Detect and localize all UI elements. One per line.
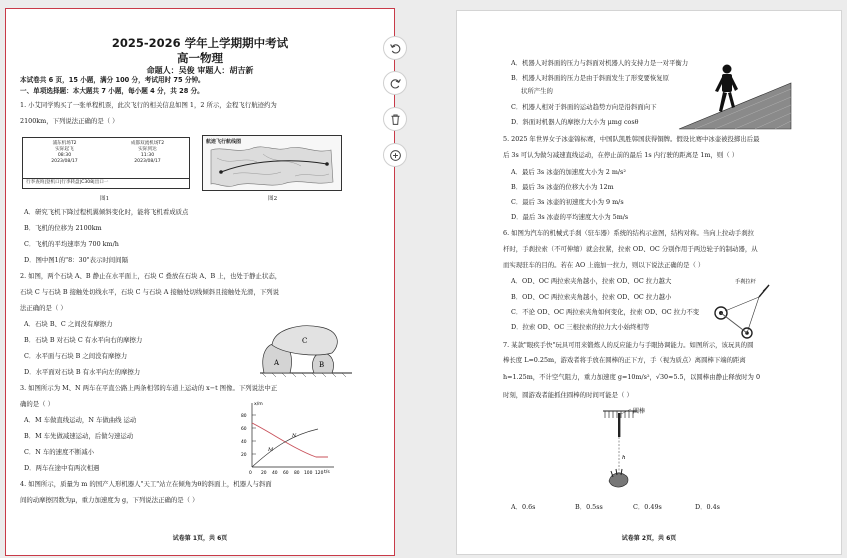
question-7-option-a[interactable]: A．0.6s [511,503,536,511]
question-3-option-a[interactable]: A．M 车做直线运动，N 车做曲线 运动 [24,416,137,424]
map-title: 航迹飞行航线图 [206,139,242,145]
graph-y-tick-40: 40 [241,440,247,445]
question-5-option-d[interactable]: D．最后 3s 冰壶的平均速度大小为 5m/s [511,213,629,221]
robot-slope-figure [675,59,795,133]
ticket-to-date: 2023/08/17 [134,159,161,164]
h-label: h [622,455,626,461]
graph-x-tick-40: 40 [272,471,278,475]
rotate-left-icon [389,42,402,55]
question-3-option-b[interactable]: B．M 车先做减速运动，后做匀速运动 [24,432,134,440]
rotate-right-icon [389,77,402,90]
graph-x-tick-80: 80 [294,471,300,475]
question-7-stem-4: 时刻，圆游戏者能抓住圆棒的时间可能是（ ） [503,391,633,399]
plus-circle-icon [389,149,402,162]
question-3-option-c[interactable]: C．N 车的速度不断减小 [24,448,95,456]
page-1-footer: 试卷第 1页，共 6页 [172,535,228,542]
graph-x-tick-100: 100 [304,471,313,475]
graph-y-tick-80: 80 [241,414,247,419]
rotate-right-button[interactable] [383,71,407,95]
question-1-option-c[interactable]: C．飞机的平均速率为 700 km/h [24,240,119,248]
ticket-to-status: 实际到达 [138,147,157,152]
question-7-option-b[interactable]: B．0.5ss [575,503,603,511]
question-6-stem: 6. 如图为汽车的机械式手刹（驻车器）系统的结构示意图，结构对称。当向上拉动手刹拉 [503,229,754,237]
xt-graph-figure [238,399,338,475]
question-4-option-a[interactable]: A．机器人对斜面的压力与斜面对机器人的支持力是一对平衡力 [511,59,689,67]
question-7-stem-3: h=1.25m，不计空气阻力，重力加速度 g=10m/s²，√30≈5.5，以圆棒由静止释放时为 0 [503,373,761,381]
page-2-footer: 试卷第 2页，共 6页 [621,535,677,542]
ticket-to-time: 11:30 [140,153,155,158]
question-7-stem: 7. 某款"眼疾手快"玩具可用来锻炼人的反应能力与手眼协调能力。如图所示，该玩具的圆 [503,341,754,349]
ticket-footer: 行李查询|登机口|行李转盘|C308|出口一 [23,178,189,186]
question-6-option-c[interactable]: C．不论 OD、OC 两拉索夹角如何变化，拉索 OD、OC 拉力不变 [511,308,700,316]
handbrake-label: 手刹拉杆 [735,279,756,285]
question-4-option-c[interactable]: C．机器人相对于斜面的运动趋势方向是沿斜面向下 [511,103,657,111]
question-2-stem-3: 法正确的是（ ） [20,304,67,312]
ticket-from-airport: 浦东机场T2 [52,141,77,146]
question-7-stem-2: 棒长度 L=0.25m，游戏者将手放在圆棒的正下方，手（视为质点）离圆棒下端的距离 [503,356,746,364]
authors: 命题人：吴俊 审题人：胡吉新 [146,66,254,75]
question-1-option-d[interactable]: D．图中图1的"8：30"表示时间间隔 [24,256,128,264]
rotate-left-button[interactable] [383,36,407,60]
question-5-option-c[interactable]: C．最后 3s 冰壶的初速度大小为 9 m/s [511,198,624,206]
rock-label-b: B [319,361,325,369]
graph-y-tick-60: 60 [241,427,247,432]
question-5-option-a[interactable]: A．最后 3s 冰壶的加速度大小为 2 m/s² [511,168,626,176]
graph-x-tick-20: 20 [261,471,267,475]
rod-label: 圆棒 [633,408,646,415]
flight-ticket-figure [22,137,190,189]
rock-label-c: C [302,337,308,345]
question-5-stem: 5. 2025 年世界女子冰壶锦标赛，中国队凯胜韩国获得铜牌。假设比赛中冰壶被投掷出后最 [503,135,760,143]
rock-label-a: A [274,359,280,367]
question-5-stem-2: 后 3s 可认为做匀减速直线运动，在停止前的最后 1s 内行驶的距离是 1m，则（ ） [503,151,739,159]
subject-title: 高一物理 [177,51,223,65]
question-1-stem: 1. 小艾同学购买了一张单程机票，此次飞行的相关信息如图 1，2 所示，金程飞行航迹约为 [20,101,277,109]
question-5-option-b[interactable]: B．最后 3s 冰壶的位移大小为 12m [511,183,614,191]
graph-x-tick-60: 60 [283,471,289,475]
delete-page-button[interactable] [383,107,407,131]
question-1-option-b[interactable]: B．飞机的位移为 2100km [24,224,102,232]
graph-x-tick-120: 120 [315,471,324,475]
question-1-stem-2: 2100km，下列说法正确的是（ ） [20,117,119,125]
exam-title: 2025-2026 学年上学期期中考试 [111,36,289,50]
question-7-option-c[interactable]: C．0.49s [633,503,662,511]
graph-y-tick-20: 20 [241,453,247,458]
map-drawing [203,136,343,192]
ticket-from-time: 08:30 [57,153,72,158]
ticket-from-status: 实际起飞 [55,147,74,152]
graph-x-tick-0: 0 [249,471,252,475]
question-2-stem-2: 石块 C 与石块 B 接触处切线水平，石块 C 与石块 A 接触处切线倾斜且接触处光滑，下列说 [20,288,280,296]
handbrake-figure [707,273,783,339]
question-2-option-c[interactable]: C．水平面与石块 B 之间没有摩擦力 [24,352,128,360]
page-1[interactable] [5,8,395,556]
hand-icon [609,469,628,487]
question-6-stem-3: 而实现驻车的目的。若在 AO 上施加一拉力，则以下说法正确的是（ ） [503,261,705,269]
graph-y-label: x/m [254,402,263,407]
question-6-option-b[interactable]: B．OD、OC 两拉索夹角越小，拉索 OD、OC 拉力越小 [511,293,672,301]
section-heading: 一、单项选择题：本大题共 7 小题，每小题 4 分，共 28 分。 [20,87,204,95]
question-4-stem: 4. 如图所示，质量为 m 的国产人形机器人"天工"站立在倾角为θ的斜面上，机器人与斜面 [20,480,272,488]
question-6-option-a[interactable]: A．OD、OC 两拉索夹角越小，拉索 OD、OC 拉力越大 [511,277,672,285]
rod-hand-figure [595,405,685,493]
add-page-button[interactable] [383,143,407,167]
figure-2-caption: 图2 [268,196,278,202]
flight-map-figure [202,135,342,191]
question-6-option-d[interactable]: D．拉索 OD、OC 三根拉索的拉力大小始终相等 [511,323,650,331]
question-2-option-a[interactable]: A．石块 B、C 之间没有摩擦力 [24,320,113,328]
graph-x-label: t/s [324,470,330,475]
question-3-option-d[interactable]: D．两车在途中有两次相遇 [24,464,100,472]
ticket-to-airport: 成都双流机场T2 [130,141,165,146]
question-4-option-d[interactable]: D．斜面对机器人的摩擦力大小为 μmg cosθ [511,118,639,126]
question-6-stem-2: 杆时，手刹拉索（不可伸缩）就会拉紧，拉索 OD、OC 分别作用于两边轮子的制动器，从 [503,245,758,253]
question-2-stem: 2. 如图，两个石块 A、B 静止在水平面上，石块 C 叠放在石块 A、B 上，也处于静止状态， [20,272,282,280]
trash-icon [389,113,402,126]
question-4-option-b-cont: 状所产生的 [521,87,553,95]
series-label-m: M [268,447,274,453]
question-2-option-d[interactable]: D．水平面对石块 B 有水平向左的摩擦力 [24,368,141,376]
ticket-from-date: 2023/08/17 [51,159,78,164]
question-4-option-b[interactable]: B．机器人对斜面的压力是由于斜面发生了形变要恢复原 [511,74,670,82]
question-1-option-a[interactable]: A．研究飞机下降过程机翼倾斜变化时，能将飞机看成质点 [24,208,189,216]
question-4-stem-2: 间的动摩擦因数为μ，重力加速度为 g，下列说法正确的是（ ） [20,496,199,504]
exam-info: 本试卷共 6 页，15 小题，满分 100 分，考试用时 75 分钟。 [20,76,205,84]
page-2[interactable] [456,10,842,555]
series-label-n: N [292,433,297,439]
question-3-stem: 3. 如图所示为 M、N 两车在平直公路上两条相邻的车道上运动的 x−t 图像。下列说法中正 [20,384,278,392]
question-3-stem-2: 确的是（ ） [20,400,54,408]
figure-1-caption: 图1 [100,196,110,202]
rocks-figure [256,321,356,379]
question-2-option-b[interactable]: B．石块 B 对石块 C 有水平向右的摩擦力 [24,336,143,344]
question-7-option-d[interactable]: D．0.4s [695,503,720,511]
